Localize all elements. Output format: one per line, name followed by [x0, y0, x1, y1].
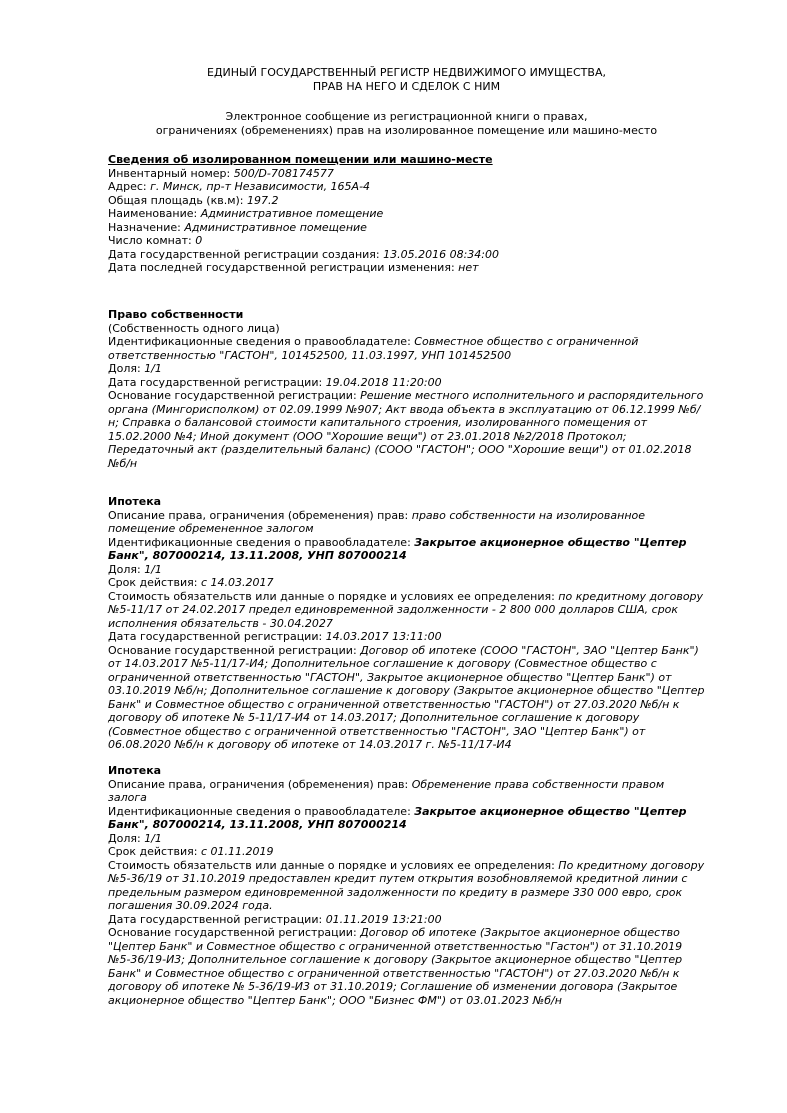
section-heading: Сведения об изолированном помещении или машино-месте	[108, 153, 493, 166]
section-mortgage-1	[108, 495, 705, 752]
field-label: Срок действия:	[108, 576, 201, 589]
field-value: с 01.11.2019	[200, 845, 274, 858]
field-row	[108, 913, 705, 927]
registry-title-line2: ПРАВ НА НЕГО И СДЕЛОК С НИМ	[312, 79, 501, 93]
field-row	[108, 376, 705, 390]
field-label: Дата государственной регистрации:	[108, 630, 326, 643]
doc-subtitle-line2: ограничениях (обременениях) прав на изолированное помещение или машино-место	[155, 123, 658, 137]
field-value: Административное помещение	[200, 207, 384, 220]
field-label: Стоимость обязательств или данные о порядке и условиях ее определения:	[108, 589, 559, 603]
field-label: Общая площадь (кв.м):	[108, 193, 248, 207]
field-value: нет	[458, 261, 479, 274]
field-value: 1/1	[144, 362, 162, 375]
field-value: По кредитному договору №5-36/19 от 31.10.2019 предоставлен кредит путем открытия возобновляемой кредитной линии с предельным размером единовременной задолженности по кредиту в размере 330 000 евро, срок погашения 30.09.2024 года.	[108, 858, 705, 912]
field-value: Административное помещение	[184, 220, 367, 234]
field-label: Инвентарный номер:	[108, 166, 234, 180]
field-label: Основание государственной регистрации:	[108, 389, 361, 402]
field-row	[108, 805, 705, 832]
field-value: Обременение права собственности правом залога	[108, 777, 665, 804]
field-label: Стоимость обязательств или данные о порядке и условиях ее определения:	[108, 858, 559, 872]
field-row	[108, 194, 705, 208]
field-row	[108, 335, 705, 362]
section-property-info	[108, 153, 705, 275]
field-label: Наименование:	[108, 207, 201, 220]
field-value: 19.04.2018 11:20:00	[325, 375, 442, 389]
field-row	[108, 832, 705, 846]
field-value: 500/D-708174577	[233, 166, 334, 180]
field-value: 1/1	[144, 831, 162, 845]
field-row	[108, 221, 705, 235]
field-row	[108, 845, 705, 859]
field-row	[108, 261, 705, 275]
field-value: Договор об ипотеке (СООО "ГАСТОН", ЗАО "Цептер Банк") от 14.03.2017 №5-11/17-И4; Дополнительное соглашение к договору (Совместное общество с ограниченной ответственностью "ГАСТОН", Закрытое акционерное общество "Цептер Банк") от 03.10.2019 №б/н; Дополнительное соглашение к договору (Закрытое акционерное общество "Цептер Банк" и Совместное общество с ограниченной ответственностью "ГАСТОН") от 27.03.2020 №б/н к договору об ипотеке № 5-11/17-И4 от 14.03.2017; Дополнительное соглашение к договору (Совместное общество с ограниченной ответственностью "ГАСТОН", ЗАО "Цептер Банк") от 06.08.2020 №б/н к договору об ипотеке от 14.03.2017 г. №5-11/17-И4	[108, 643, 705, 751]
section-heading: Право собственности	[108, 308, 244, 321]
field-row	[108, 180, 705, 194]
field-value: право собственности на изолированное помещение обремененное залогом	[108, 508, 646, 535]
field-row	[108, 509, 705, 536]
field-row	[108, 536, 705, 563]
field-row	[108, 248, 705, 262]
doc-subtitle	[108, 110, 705, 137]
field-row	[108, 563, 705, 577]
field-value: Договор об ипотеке (Закрытое акционерное общество "Цептер Банк" и Совместное общество с ограниченной ответственностью "Гастон") от 31.10.2019 №5-36/19-И3; Дополнительное соглашение к договору (Закрытое акционерное общество "Цептер Банк" и Совместное общество с ограниченной ответственностью "ГАСТОН") от 27.03.2020 №б/н к договору об ипотеке № 5-36/19-И3 от 31.10.2019; Соглашение об изменении договора (Закрытое акционерное общество "Цептер Банк"; ООО "Бизнес ФМ") от 03.01.2023 №б/н	[108, 926, 683, 1007]
field-label: Описание права, ограничения (обременения) прав:	[108, 777, 412, 791]
section-heading: Ипотека	[108, 764, 162, 777]
field-label: Идентификационные сведения о правообладателе:	[108, 804, 415, 818]
field-row	[108, 167, 705, 181]
field-label: Доля:	[108, 562, 145, 576]
field-label: Срок действия:	[108, 845, 201, 858]
field-row	[108, 644, 705, 752]
section-ownership	[108, 308, 705, 470]
field-row	[108, 207, 705, 221]
field-label: Назначение:	[108, 220, 185, 234]
field-row	[108, 778, 705, 805]
section-mortgage-2	[108, 764, 705, 1007]
field-label: Дата последней государственной регистрации изменения:	[108, 261, 459, 274]
field-label: Адрес:	[108, 180, 151, 193]
field-row	[108, 234, 705, 248]
field-label: Идентификационные сведения о правообладателе:	[108, 335, 415, 348]
field-value: 14.03.2017 13:11:00	[325, 630, 442, 643]
registry-title-line1: ЕДИНЫЙ ГОСУДАРСТВЕННЫЙ РЕГИСТР НЕДВИЖИМОГО ИМУЩЕСТВА,	[207, 66, 606, 79]
field-row	[108, 859, 705, 913]
field-label: Основание государственной регистрации:	[108, 926, 361, 939]
field-label: Дата государственной регистрации:	[108, 375, 326, 389]
field-label: Дата государственной регистрации создания:	[108, 247, 384, 261]
doc-subtitle-line1: Электронное сообщение из регистрационной книги о правах,	[225, 110, 588, 123]
field-label: Идентификационные сведения о правообладателе:	[108, 535, 415, 549]
field-label: Число комнат:	[108, 234, 196, 247]
field-value: по кредитному договору №5-11/17 от 24.02.2017 предел единовременной задолженности - 2 800 000 долларов США, срок исполнения обязательств - 30.04.2027	[108, 589, 704, 630]
field-row	[108, 630, 705, 644]
field-row	[108, 926, 705, 1007]
field-label: Основание государственной регистрации:	[108, 643, 361, 657]
field-value: с 14.03.2017	[200, 576, 274, 589]
field-row	[108, 362, 705, 376]
field-label: Дата государственной регистрации:	[108, 912, 326, 926]
field-row	[108, 389, 705, 470]
field-value: 0	[195, 234, 203, 247]
field-value: 197.2	[247, 193, 279, 207]
registry-title	[108, 66, 705, 93]
field-value: г. Минск, пр-т Независимости, 165А-4	[150, 180, 371, 193]
field-label: Описание права, ограничения (обременения) прав:	[108, 508, 412, 522]
field-label: Доля:	[108, 362, 145, 375]
section-heading: Ипотека	[108, 495, 162, 508]
field-label: Доля:	[108, 831, 145, 845]
field-value: 01.11.2019 13:21:00	[325, 912, 442, 926]
ownership-type-line: (Собственность одного лица)	[108, 321, 280, 335]
field-value: Совместное общество с ограниченной ответственностью "ГАСТОН", 101452500, 11.03.1997, УНП 101452500	[108, 335, 639, 362]
field-value: 1/1	[144, 562, 162, 576]
field-row	[108, 576, 705, 590]
field-row	[108, 590, 705, 631]
field-value: Решение местного исполнительного и распорядительного органа (Мингорисполком) от 02.09.1999 №907; Акт ввода объекта в эксплуатацию от 06.12.1999 №б/н; Справка о балансовой стоимости капитального строения, изолированного помещения от 15.02.2000 №4; Иной документ (ООО "Хорошие вещи") от 23.01.2018 №2/2018 Протокол; Передаточный акт (разделительный баланс) (СООО "ГАСТОН"; ООО "Хорошие вещи") от 01.02.2018 №б/н	[108, 389, 704, 470]
field-value: Закрытое акционерное общество "Цептер Банк", 807000214, 13.11.2008, УНП 807000214	[108, 535, 687, 562]
field-value: 13.05.2016 08:34:00	[383, 247, 500, 261]
field-value: Закрытое акционерное общество "Цептер Банк", 807000214, 13.11.2008, УНП 807000214	[108, 804, 687, 831]
